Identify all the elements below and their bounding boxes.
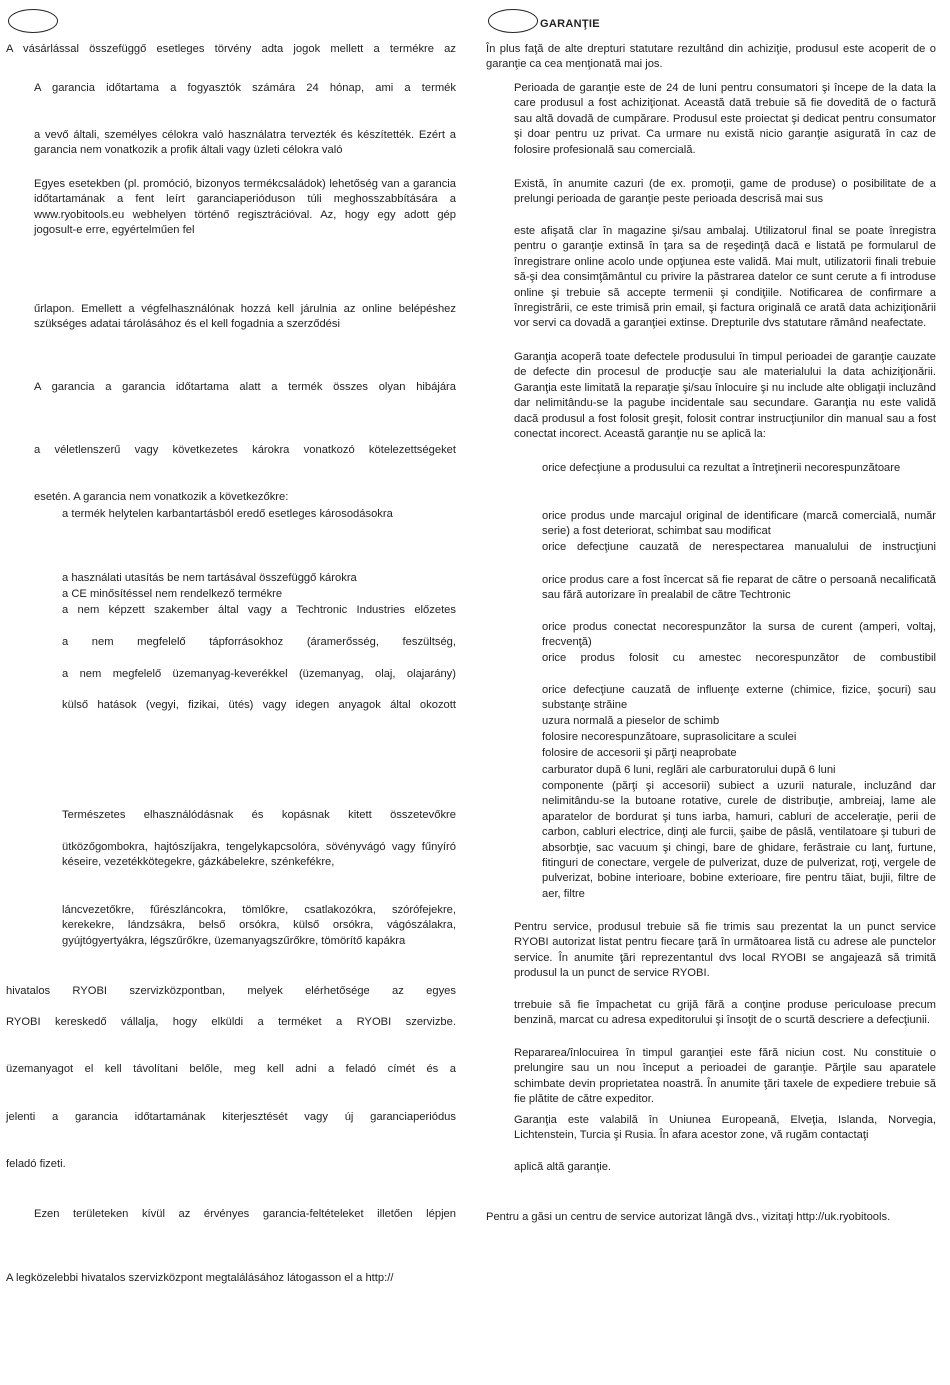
hu-paragraph: esetén. A garancia nem vonatkozik a következőkre: [34,491,289,503]
hu-paragraph: a vevő általi, személyes célokra való használatra tervezték és készítették. Ezért a garancia nem vonatkozik a profik általi vagy üzleti célokra való [34,129,456,157]
hu-paragraph: űrlapon. Emellett a végfelhasználónak hozzá kell járulnia az online belépéshez szükséges adatai tárolásához és el kell fogadnia a szerződési [34,303,456,331]
ro-list-item: orice produs unde marcajul original de identificare (marcă comercială, număr serie) a fost deteriorat, schimbat sau modificat [542,510,936,538]
ro-list-item: uzura normală a pieselor de schimb [542,715,720,727]
hu-footer: A legközelebbi hivatalos szervizközpont megtalálásához látogasson el a http:// [6,1272,394,1284]
ro-paragraph: Perioada de garanţie este de 24 de luni pentru consumatori şi începe de la data la care produsul a fost achiziţionat. Această dată trebuie să fie dovedită de o factură sau altă dovadă de cumpărare. Produsul este proiectat şi dedicat pentru consumator şi doar pentru uz privat. Ca urmare nu există nicio garanţie asigurată în caz de folosire profesională sau comercială. [514,82,936,156]
ro-service-paragraph: trrebuie să fie împachetat cu grijă fără a conţine produse periculoase precum benzină, marcat cu adresa expeditorului şi însoţit de o scurtă descriere a defecţiunii. [514,999,936,1027]
hu-list-item: a használati utasítás be nem tartásával összefüggő károkra [62,572,357,584]
ro-list-item: folosire de accesorii şi părţi neaprobate [542,747,737,759]
ro-service-paragraph: Garanţia este valabilă în Uniunea Europeană, Elveţia, Islanda, Norvegia, Lichtenstein, Turcia şi Rusia. În afara acestor zone, vă rugăm contactaţi [514,1114,936,1142]
ro-paragraph: este afişată clar în magazine şi/sau ambalaj. Utilizatorul final se poate înregistra pentru o garanţie extinsă în ţara sa de reşedinţă dacă e listată pe formularul de înregistrare online acolo unde opţiunea este validă. Mai mult, utilizatorii finali trebuie să-şi dea consimţământul cu privire la păstrarea datelor ce sunt cerute a fi introduse online şi trebuie să accepte termenii şi condiţiile. Notificarea de confirmare a înregistrării, ce este trimisă prin email, şi factura originală ce arată data achiziţionării vor servi ca dovadă a garanţiei extinse. Drepturile dvs statutare rămând neafectate. [514,225,936,330]
hu-paragraph: A garancia a garancia időtartama alatt a termék összes olyan hibájára [34,381,456,393]
ro-service-paragraph: aplică altă garanţie. [514,1161,612,1173]
hu-list-item: Természetes elhasználódásnak és kopásnak kitett összetevőkre [62,809,456,821]
hu-service-line: üzemanyagot el kell távolítani belőle, meg kell adni a feladó címét és a [6,1063,456,1075]
hu-list-item: külső hatások (vegyi, fizikai, ütés) vagy idegen anyagok által okozott [62,699,456,711]
ro-service-paragraph: Repararea/înlocuirea în timpul garanţiei este fără niciun cost. Nu constituie o prelungire sau un nou început a perioadei de garanţie. Părţile sau aparatele schimbate devin proprietatea noastră. În anumite ţări taxele de expediere trebuie să fie plătite de către expeditor. [514,1047,936,1106]
hu-list-item: ütközőgombokra, hajtószíjakra, tengelykapcsolóra, sövényvágó vagy fűnyíró késeire, vezetékkötegekre, gázkábelekre, szénkefékre, [62,841,456,869]
ro-intro: În plus faţă de alte drepturi statutare rezultând din achiziţie, produsul este acoperit de o garanţie ca cea menţionată mai jos. [486,43,936,71]
hu-list-item: a nem megfelelő üzemanyag-keverékkel (üzemanyag, olaj, olajarány) [62,668,456,680]
section-heading: GARANŢIE [540,18,600,30]
hu-service-line: feladó fizeti. [6,1158,66,1170]
hu-list-item: a CE minősítéssel nem rendelkező termékre [62,588,283,600]
ro-list-item: orice produs care a fost încercat să fie reparat de către o persoană necalificată sau fără autorizare în prealabil de către Techtronic [542,574,936,602]
ro-paragraph: Garanţia acoperă toate defectele produsului în timpul perioadei de garanţie cauzate de defecte din procesul de producţie sau ale materialului la data achiziţionării. Garanţia este limitată la reparaţie şi/sau înlocuire şi nu include alte obligaţii incluzând dar nelimitându-se la pagube incidentale sau secundare. Garanţia nu este validă dacă produsul a fost folosit greşit, folosit contrar instrucţiunilor din manual sau a fost conectat incorect. Această garanţie nu se aplică la: [514,351,936,441]
ro-list-item: orice defecţiune a produsului ca rezultat a întreţinerii necorespunzătoare [542,462,901,474]
hu-paragraph: A garancia időtartama a fogyasztók számára 24 hónap, ami a termék [34,82,456,94]
ro-list-item: orice defecţiune cauzată de influenţe externe (chimice, fizice, şocuri) sau substanţe străine [542,684,936,712]
ro-footer: Pentru a găsi un centru de service autorizat lângă dvs., vizitaţi http://uk.ryobitools. [486,1211,891,1223]
hungarian-column [6,0,466,1385]
ro-list-item: orice produs folosit cu amestec necorespunzător de combustibil [542,652,936,664]
hu-service-line: hivatalos RYOBI szervizközpontban, melyek elérhetősége az egyes [6,985,456,997]
ro-list-item: orice defecţiune cauzată de nerespectarea manualului de instrucţiuni [542,541,936,553]
hu-list-item: láncvezetőkre, fűrészláncokra, tömlőkre, csatlakozókra, szórófejekre, kerekekre, lándzsákra, belső orsókra, külső orsókra, vágószálakra, gyújtógyertyákra, légszűrőkre, üzemanyagszűrőkre, tömörítő kapákra [62,904,456,947]
hu-service-line: Ezen területeken kívül az érvényes garancia-feltételeket illetően lépjen [34,1208,456,1220]
ro-list-item: carburator după 6 luni, reglări ale carburatorului după 6 luni [542,764,836,776]
hu-list-item: a nem képzett szakember által vagy a Techtronic Industries előzetes [62,604,456,616]
hu-list-item: a termék helytelen karbantartásból eredő esetleges károsodásokra [62,508,393,520]
hu-paragraph: a véletlenszerű vagy következetes károkra vonatkozó kötelezettségeket [34,444,456,456]
ro-paragraph: Există, în anumite cazuri (de ex. promoţii, game de produse) o posibilitate de a prelungi perioada de garanţie peste perioada descrisă mai sus [514,178,936,206]
hu-intro: A vásárlással összefüggő esetleges törvény adta jogok mellett a termékre az [6,43,456,55]
ro-list-item: orice produs conectat necorespunzător la sursa de curent (amperi, voltaj, frecvenţă) [542,621,936,649]
hu-service-line: RYOBI kereskedő vállalja, hogy elküldi a terméket a RYOBI szervizbe. [6,1016,456,1028]
hu-service-line: jelenti a garancia időtartamának kiterjesztését vagy új garanciaperiódus [6,1111,456,1123]
romanian-column [486,0,938,1385]
hu-paragraph: Egyes esetekben (pl. promóció, bizonyos termékcsaládok) lehetőség van a garancia időtartamának a fent leírt garanciaperióduson túli meghosszabbítására a www.ryobitools.eu webhelyen történő regisztrációval. Az, hogy egy adott gép jogosult-e erre, egyértelműen fel [34,178,456,237]
ro-list-item: folosire necorespunzătoare, suprasolicitare a sculei [542,731,797,743]
ro-service-paragraph: Pentru service, produsul trebuie să fie trimis sau prezentat la un punct service RYOBI autorizat listat pentru fiecare ţară în următoarea listă cu adrese ale punctelor service. În anumite ţări reprezentantul dvs local RYOBI se angajează să trimită produsul la un punct de service RYOBI. [514,921,936,980]
language-badge-oval [488,9,538,33]
hu-list-item: a nem megfelelő tápforrásokhoz (áramerősség, feszültség, [62,636,456,648]
ro-list-item: componente (părţi şi accesorii) subiect a uzurii naturale, incluzând dar nelimitându-se la butoane rotative, curele de distribuţie, ambreiaj, lame ale aparatelor de bordurat şi tuns iarba, hamuri, cabluri de acceleraţie, perii de carbon, cabluri electrice, dinţi ale furcii, şaibe de pâslă, ventilatoare şi tuburi de absorbţie, sac vacuum şi chingi, bare de ghidare, ferăstraie cu lanţ, furtune, fitinguri de conectare, vergele de pulverizat, duze de pulverizat, roţi, vergele de pulverizat, bobine interioare, bobine exterioare, fire pentru tăiat, bujii, filtre de aer, filtre [542,780,936,900]
language-badge-oval [8,9,58,33]
